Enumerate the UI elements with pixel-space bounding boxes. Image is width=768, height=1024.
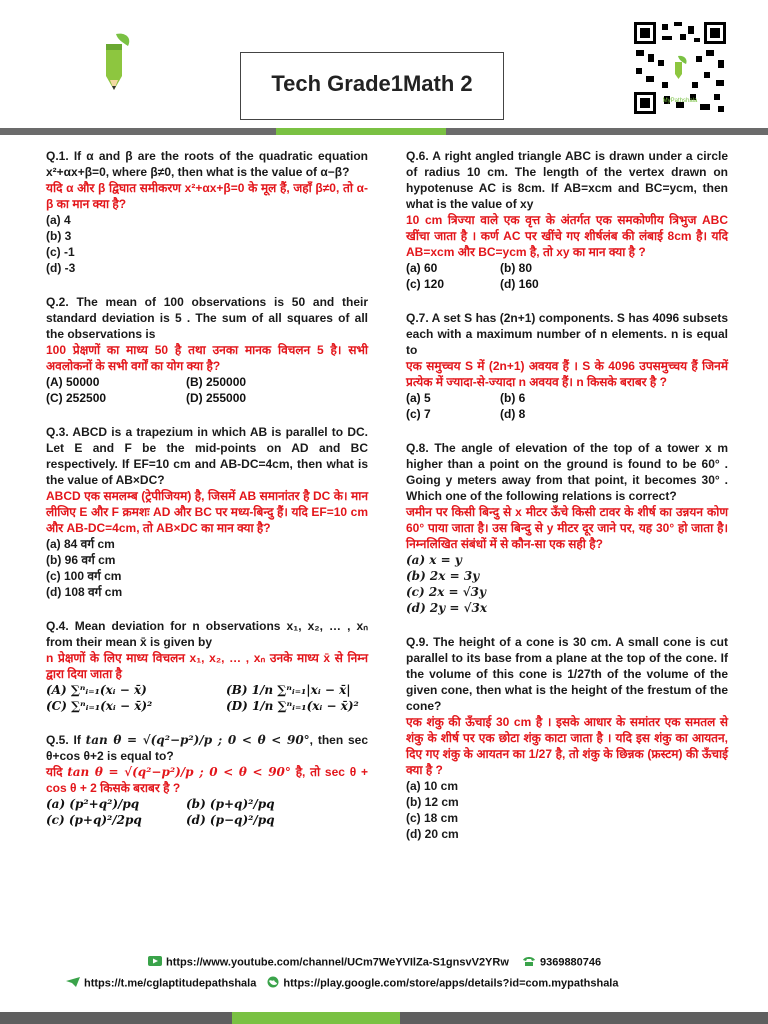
question-text-en: Q.2. The mean of 100 observations is 50 and their standard deviation is 5 . The sum of all squares of all the observations is — [46, 295, 368, 341]
option: (d) 8 — [500, 407, 526, 421]
playstore-link[interactable]: https://play.google.com/store/apps/details?id=com.mypathshala — [283, 977, 619, 990]
footer-row-2 — [66, 976, 618, 991]
option: (D) 1/n ∑ⁿᵢ₌₁(xᵢ − x̄)² — [226, 699, 359, 713]
option: (c) 120 — [406, 277, 445, 291]
option: (a) 5 — [406, 391, 431, 405]
footer-row-1 — [148, 956, 601, 969]
question-text-en: Q.3. ABCD is a trapezium in which AB is parallel to DC. Let E and F be the mid-points on AD and BC respectively. If EF=10 cm and AB-DC=4cm, then what is the value of AB×DC? — [46, 425, 368, 487]
telegram-icon — [66, 977, 80, 990]
question-text-en: Q.7. A set S has (2n+1) components. S has 4096 subsets each with a maximum number of n elements. n is equal to — [406, 311, 728, 357]
option: (b) 12 cm — [406, 795, 459, 809]
qr-caption: MyPathshala — [662, 98, 698, 104]
title-box — [240, 52, 504, 120]
options-grid — [46, 374, 368, 406]
question-text-hi: एक शंकु की ऊँचाई 30 cm है । इसके आधार के समांतर एक समतल से शंकु के शीर्ष पर एक छोटा शंकु काटा जाता है । यदि इस शंकु का आयतन, दिए गए शंकु के आयतन का 1/27 है, तो शंकु के छिन्नक (फ्रस्टम) की ऊँचाई क्या है ? — [406, 715, 728, 777]
option: (d) (p−q)²/pq — [186, 813, 275, 827]
youtube-link[interactable]: https://www.youtube.com/channel/UCm7WeYVIlZa-S1gnsvV2YRw — [166, 956, 509, 969]
phone-icon — [522, 956, 536, 969]
option: (b) 2x = 3y — [406, 569, 480, 583]
options-grid — [406, 390, 728, 422]
q5-prefix: Q.5. If — [46, 733, 81, 747]
question-text-hi: जमीन पर किसी बिन्दु से x मीटर ऊँचे किसी टावर के शीर्ष का उन्नयन कोण 60° पाया जाता है। उस बिन्दु से y मीटर दूर जाने पर, यह 30° हो जाता है। निम्नलिखित संबंधों में से कौन-सा एक सही है? — [406, 505, 728, 551]
question-text-en: Q.8. The angle of elevation of the top of a tower x m higher than a point on the ground is found to be 60° . Going y meters away from that point, it becomes 30° . Which one of the following relations is correct? — [406, 441, 728, 503]
page-title: Tech Grade1Math 2 — [271, 71, 473, 96]
q5-suffix: , then sec θ+cos θ+2 is equal to? — [46, 733, 368, 763]
globe-icon — [267, 976, 279, 991]
footer-bar — [0, 1012, 768, 1024]
question-9 — [406, 634, 728, 842]
option: (d) 2y = √3x — [406, 601, 488, 615]
question-3 — [46, 424, 368, 600]
question-text-en: Q.4. Mean deviation for n observations x₁, x₂, … , xₙ from their mean x̄ is given by — [46, 619, 368, 649]
question-8 — [406, 440, 728, 616]
question-2 — [46, 294, 368, 406]
option: (b) 80 — [500, 261, 533, 275]
q5-hi-suffix: है, तो sec θ + cos θ + 2 किसके बराबर है ? — [46, 765, 368, 795]
youtube-icon — [148, 956, 162, 969]
option: (A) ∑ⁿᵢ₌₁(xᵢ − x̄) — [46, 683, 147, 697]
option: (a) (p²+q²)/pq — [46, 797, 140, 811]
q5-hi-prefix: यदि — [46, 765, 63, 779]
question-text-hi: एक समुच्चय S में (2n+1) अवयव हैं । S के 4096 उपसमुच्चय हैं जिनमें प्रत्येक में ज्यादा-से-ज्यादा n अवयव हैं। n किसके बराबर है ? — [406, 359, 728, 389]
option: (d) 108 वर्ग cm — [46, 585, 123, 599]
question-text-hi: 10 cm त्रिज्या वाले एक वृत्त के अंतर्गत एक समकोणीय त्रिभुज ABC खींचा जाता है । कर्ण AC पर खींचे गए शीर्षलंब की लंबाई 8cm है। यदि AB=xcm और BC=ycm है, तो xy का मान क्या है ? — [406, 213, 728, 259]
question-text-en: Q.1. If α and β are the roots of the quadratic equation x²+αx+β=0, where β≠0, then what is the value of α−β? — [46, 149, 368, 179]
right-column — [406, 148, 728, 860]
option: (D) 255000 — [186, 391, 247, 405]
q5-expression: tan θ = √(q²−p²)/p ; 0 < θ < 90° — [85, 733, 310, 747]
options-grid — [46, 682, 368, 714]
q5-hi-expression: tan θ = √(q²−p²)/p ; 0 < θ < 90° — [67, 765, 291, 779]
question-6 — [406, 148, 728, 292]
question-text-en: Q.6. A right angled triangle ABC is drawn under a circle of radius 10 cm. The length of the vertex drawn on hypotenuse AC is 8cm. If AB=xcm and BC=ycm, then what is the value of xy — [406, 149, 728, 211]
options-grid — [46, 796, 368, 828]
question-text-hi: 100 प्रेक्षणों का माध्य 50 है तथा उनका मानक विचलन 5 है। सभी अवलोकनों के सभी वर्गों का योग क्या है? — [46, 343, 368, 373]
option: (a) 10 cm — [406, 779, 459, 793]
option: (d) -3 — [46, 261, 76, 275]
question-1 — [46, 148, 368, 276]
question-text-en: Q.9. The height of a cone is 30 cm. A small cone is cut parallel to its base from a plane at the top of the cone. If the volume of this cone is 1/27th of the volume of the given cone, then what is the height of the frestum of the cone? — [406, 635, 728, 713]
option: (B) 250000 — [186, 375, 247, 389]
option: (b) 3 — [46, 229, 72, 243]
question-text-hi: n प्रेक्षणों के लिए माध्य विचलन x₁, x₂, … , xₙ उनके माध्य x̄ से निम्न द्वारा दिया जाता है — [46, 651, 368, 681]
option: (A) 50000 — [46, 375, 100, 389]
option: (c) 18 cm — [406, 811, 459, 825]
option: (c) (p+q)²/2pq — [46, 813, 142, 827]
pencil-leaf-logo — [92, 30, 136, 92]
option: (c) 2x = √3y — [406, 585, 486, 599]
question-7 — [406, 310, 728, 422]
question-text-hi — [46, 764, 368, 796]
option: (C) 252500 — [46, 391, 107, 405]
option: (c) -1 — [46, 245, 75, 259]
option: (c) 7 — [406, 407, 431, 421]
option: (a) 4 — [46, 213, 71, 227]
question-text-hi: यदि α और β द्विघात समीकरण x²+αx+β=0 के मूल हैं, जहाँ β≠0, तो α-β का मान क्या है? — [46, 181, 368, 211]
question-text-en — [46, 732, 368, 764]
option: (C) ∑ⁿᵢ₌₁(xᵢ − x̄)² — [46, 699, 153, 713]
options-grid — [406, 260, 728, 292]
left-column — [46, 148, 368, 846]
question-text-hi: ABCD एक समलम्ब (ट्रेपीजियम) है, जिसमें AB समानांतर है DC के। मान लीजिए E और F क्रमशः AD और BC पर मध्य-बिन्दु हैं। यदि EF=10 cm और AB-DC=4cm, तो AB×DC का मान क्या है? — [46, 489, 368, 535]
option: (a) x = y — [406, 553, 462, 567]
phone-number[interactable]: 9369880746 — [539, 956, 602, 969]
header-divider — [0, 128, 768, 135]
question-4 — [46, 618, 368, 714]
option: (b) 96 वर्ग cm — [46, 553, 116, 567]
option: (b) (p+q)²/pq — [186, 797, 275, 811]
option: (B) 1/n ∑ⁿᵢ₌₁|xᵢ − x̄| — [226, 683, 351, 697]
option: (c) 100 वर्ग cm — [46, 569, 122, 583]
option: (d) 20 cm — [406, 827, 459, 841]
telegram-link[interactable]: https://t.me/cglaptitudepathshala — [84, 977, 257, 990]
question-5 — [46, 732, 368, 828]
option: (b) 6 — [500, 391, 526, 405]
option: (a) 60 — [406, 261, 438, 275]
option: (a) 84 वर्ग cm — [46, 537, 115, 551]
option: (d) 160 — [500, 277, 539, 291]
